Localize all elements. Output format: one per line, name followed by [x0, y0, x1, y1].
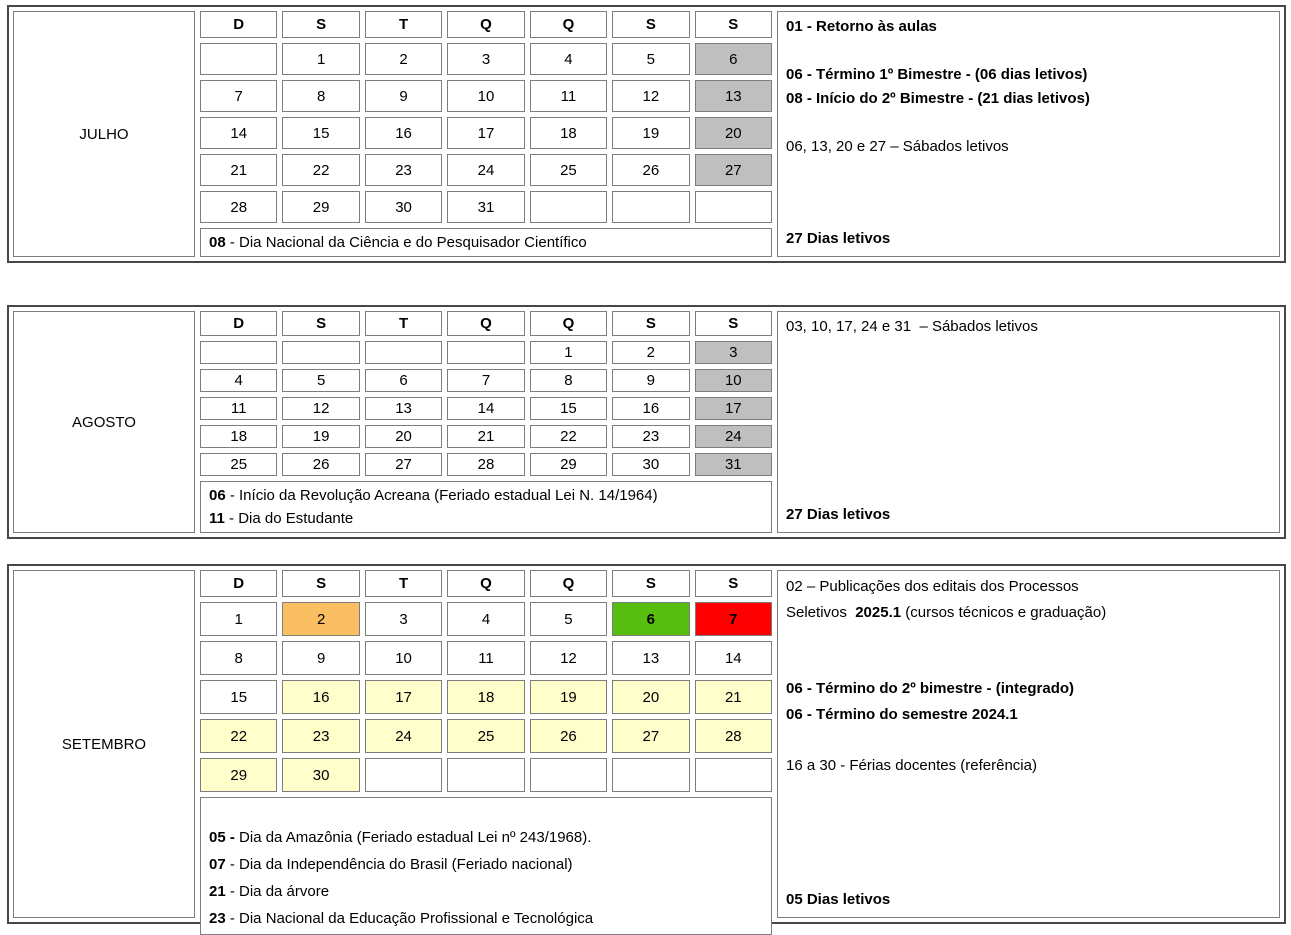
day-cell: 5	[282, 369, 359, 392]
day-cell: 26	[530, 719, 607, 753]
day-cell: 27	[612, 719, 689, 753]
month-name-cell	[13, 11, 195, 257]
day-cell: 6	[365, 369, 442, 392]
day-cell: 27	[695, 154, 772, 186]
day-cell: 20	[612, 680, 689, 714]
weekday-header-cell: D	[200, 11, 277, 38]
day-cell: 19	[530, 680, 607, 714]
day-cell: 28	[200, 191, 277, 223]
day-cell: 3	[695, 341, 772, 364]
note-bold-text: 07	[209, 856, 226, 873]
side-note-line	[786, 676, 1271, 702]
weekday-header-cell: T	[365, 570, 442, 597]
day-cell: 9	[282, 641, 359, 675]
weekday-header-cell: S	[282, 11, 359, 38]
day-cell: 2	[365, 43, 442, 75]
weekday-header-row	[200, 11, 772, 38]
day-cell: 10	[695, 369, 772, 392]
empty-day-cell	[282, 341, 359, 364]
weekday-header-cell: D	[200, 311, 277, 336]
note-bold-text: 23	[209, 910, 226, 927]
side-note-line	[786, 111, 1271, 135]
month-side-notes	[777, 311, 1280, 533]
weekday-header-cell: D	[200, 570, 277, 597]
note-bold-text: 01 - Retorno às aulas	[786, 18, 937, 35]
day-cell: 7	[695, 602, 772, 636]
month-footer-notes	[200, 228, 772, 257]
day-cell: 5	[530, 602, 607, 636]
side-note-line	[786, 574, 1271, 600]
day-cell: 22	[282, 154, 359, 186]
footer-note-line	[209, 484, 763, 507]
weekday-header-cell: T	[365, 311, 442, 336]
day-cell: 23	[365, 154, 442, 186]
day-cell: 8	[530, 369, 607, 392]
day-cell: 25	[447, 719, 524, 753]
month-side-notes	[777, 570, 1280, 918]
day-cell: 19	[282, 425, 359, 448]
day-cell: 12	[530, 641, 607, 675]
day-cell: 10	[365, 641, 442, 675]
day-cell: 18	[447, 680, 524, 714]
day-cell: 21	[447, 425, 524, 448]
day-cell: 1	[200, 602, 277, 636]
day-cell: 10	[447, 80, 524, 112]
side-note-line	[786, 315, 1271, 339]
note-bold-text: 21	[209, 883, 226, 900]
day-cell: 4	[200, 369, 277, 392]
day-cell: 21	[695, 680, 772, 714]
weekday-header-cell: Q	[447, 570, 524, 597]
day-cell: 17	[447, 117, 524, 149]
day-cell: 21	[200, 154, 277, 186]
day-cell: 23	[612, 425, 689, 448]
note-bold-text: 11	[209, 510, 225, 527]
empty-day-cell	[200, 341, 277, 364]
day-cell: 18	[530, 117, 607, 149]
day-cell: 1	[530, 341, 607, 364]
weekday-header-cell: Q	[447, 11, 524, 38]
weekday-header-cell: S	[695, 311, 772, 336]
day-cell: 31	[695, 453, 772, 476]
day-cell: 20	[365, 425, 442, 448]
weekday-header-cell: Q	[530, 11, 607, 38]
day-cell: 16	[612, 397, 689, 420]
day-cell: 30	[365, 191, 442, 223]
day-cell: 7	[447, 369, 524, 392]
month-name-cell	[13, 570, 195, 918]
weekday-header-cell: S	[282, 311, 359, 336]
day-cell: 5	[612, 43, 689, 75]
day-cell: 11	[447, 641, 524, 675]
empty-day-cell	[447, 758, 524, 792]
note-bold-text: 2025.1	[855, 603, 902, 621]
note-bold-text: 05 -	[209, 829, 235, 846]
day-cell: 27	[365, 453, 442, 476]
note-text: - Início da Revolução Acreana (Feriado estadual Lei N. 14/1964)	[225, 487, 658, 504]
day-cell: 23	[282, 719, 359, 753]
day-cell: 18	[200, 425, 277, 448]
side-note-line	[786, 702, 1271, 728]
note-text: - Dia Nacional da Ciência e do Pesquisador Científico	[225, 234, 587, 251]
calendar-grid	[200, 602, 772, 792]
day-cell: 2	[612, 341, 689, 364]
day-cell: 25	[200, 453, 277, 476]
day-cell: 15	[282, 117, 359, 149]
day-cell: 4	[447, 602, 524, 636]
note-text: 03, 10, 17, 24 e 31 – Sábados letivos	[786, 318, 1038, 335]
footer-note-line	[209, 507, 763, 530]
day-cell: 25	[530, 154, 607, 186]
day-cell: 11	[200, 397, 277, 420]
side-note-line	[786, 15, 1271, 39]
calendar-area	[200, 311, 772, 533]
weekday-header-cell: S	[695, 570, 772, 597]
day-cell: 2	[282, 602, 359, 636]
note-text: Dia da Amazônia (Feriado estadual Lei nº 243/1968).	[234, 829, 592, 846]
month-block-setembro	[7, 564, 1286, 927]
day-cell: 29	[282, 191, 359, 223]
day-cell: 15	[530, 397, 607, 420]
day-cell: 14	[447, 397, 524, 420]
weekday-header-cell: Q	[530, 311, 607, 336]
side-note-line	[786, 625, 1271, 651]
side-note-line	[786, 753, 1271, 779]
side-note-line	[786, 39, 1271, 63]
month-name: SETEMBRO	[61, 735, 147, 753]
weekday-header-row	[200, 570, 772, 597]
day-cell: 3	[365, 602, 442, 636]
day-cell: 16	[365, 117, 442, 149]
day-cell: 30	[282, 758, 359, 792]
days-total: 27 Dias letivos	[786, 230, 891, 247]
day-cell: 6	[612, 602, 689, 636]
day-cell: 28	[447, 453, 524, 476]
calendar-grid	[200, 341, 772, 476]
academic-calendar	[7, 5, 1286, 927]
day-cell: 9	[612, 369, 689, 392]
day-cell: 11	[530, 80, 607, 112]
footer-note-line	[209, 905, 763, 932]
day-cell: 14	[200, 117, 277, 149]
side-note-line	[786, 651, 1271, 677]
note-bold-text: 06 - Término do semestre 2024.1	[786, 705, 1018, 723]
footer-note-line	[209, 851, 763, 878]
empty-day-cell	[200, 43, 277, 75]
days-total: 27 Dias letivos	[786, 506, 891, 523]
note-bold-text: 06 - Término do 2º bimestre - (integrado)	[786, 680, 1075, 697]
day-cell: 29	[200, 758, 277, 792]
side-note-line	[786, 600, 1271, 626]
day-cell: 24	[447, 154, 524, 186]
days-total: 05 Dias letivos	[786, 891, 891, 908]
weekday-header-cell: T	[365, 11, 442, 38]
day-cell: 13	[695, 80, 772, 112]
day-cell: 31	[447, 191, 524, 223]
day-cell: 13	[612, 641, 689, 675]
empty-day-cell	[365, 758, 442, 792]
day-cell: 13	[365, 397, 442, 420]
note-bold-text: 08 - Início do 2º Bimestre - (21 dias letivos)	[786, 90, 1090, 107]
note-text: - Dia Nacional da Educação Profissional e Tecnológica	[225, 910, 594, 927]
day-cell: 14	[695, 641, 772, 675]
weekday-header-cell: S	[612, 570, 689, 597]
weekday-header-cell: S	[695, 11, 772, 38]
weekday-header-row	[200, 311, 772, 336]
note-text: - Dia da Independência do Brasil (Feriado nacional)	[225, 856, 573, 873]
day-cell: 16	[282, 680, 359, 714]
footer-note-line	[209, 878, 763, 905]
empty-day-cell	[612, 191, 689, 223]
day-cell: 17	[695, 397, 772, 420]
day-cell: 28	[695, 719, 772, 753]
footer-note-line	[209, 824, 763, 851]
note-text: - Dia da árvore	[225, 883, 330, 900]
empty-day-cell	[447, 341, 524, 364]
day-cell: 12	[282, 397, 359, 420]
note-text: 02 – Publicações dos editais dos Processos	[786, 578, 1079, 595]
empty-day-cell	[530, 191, 607, 223]
day-cell: 7	[200, 80, 277, 112]
day-cell: 30	[612, 453, 689, 476]
side-note-line	[786, 63, 1271, 87]
calendar-area	[200, 570, 772, 927]
day-cell: 15	[200, 680, 277, 714]
side-notes-body	[786, 574, 1271, 778]
month-side-notes	[777, 11, 1280, 257]
day-cell: 8	[200, 641, 277, 675]
empty-day-cell	[612, 758, 689, 792]
note-text: Seletivos	[786, 603, 856, 621]
day-cell: 1	[282, 43, 359, 75]
footer-note-line	[209, 231, 763, 254]
month-block-julho	[7, 5, 1286, 263]
empty-day-cell	[695, 758, 772, 792]
day-cell: 26	[612, 154, 689, 186]
side-notes-body	[786, 15, 1271, 159]
calendar-grid	[200, 43, 772, 223]
day-cell: 8	[282, 80, 359, 112]
day-cell: 19	[612, 117, 689, 149]
weekday-header-cell: Q	[530, 570, 607, 597]
note-text: 06, 13, 20 e 27 – Sábados letivos	[786, 138, 1009, 155]
weekday-header-cell: S	[282, 570, 359, 597]
month-footer-notes	[200, 797, 772, 935]
side-note-line	[786, 727, 1271, 753]
day-cell: 6	[695, 43, 772, 75]
month-footer-notes	[200, 481, 772, 533]
month-block-agosto	[7, 305, 1286, 539]
day-cell: 17	[365, 680, 442, 714]
calendar-area	[200, 11, 772, 257]
day-cell: 9	[365, 80, 442, 112]
day-cell: 22	[530, 425, 607, 448]
side-note-line	[786, 135, 1271, 159]
month-name: AGOSTO	[72, 413, 136, 431]
weekday-header-cell: S	[612, 311, 689, 336]
day-cell: 12	[612, 80, 689, 112]
side-note-line	[786, 87, 1271, 111]
day-cell: 29	[530, 453, 607, 476]
day-cell: 3	[447, 43, 524, 75]
day-cell: 24	[695, 425, 772, 448]
month-name: JULHO	[79, 125, 129, 143]
note-bold-text: 06 - Término 1º Bimestre - (06 dias letivos)	[786, 66, 1088, 83]
empty-day-cell	[530, 758, 607, 792]
weekday-header-cell: Q	[447, 311, 524, 336]
side-notes-body	[786, 315, 1271, 339]
day-cell: 26	[282, 453, 359, 476]
weekday-header-cell: S	[612, 11, 689, 38]
day-cell: 20	[695, 117, 772, 149]
day-cell: 24	[365, 719, 442, 753]
note-bold-text: 06	[209, 487, 226, 504]
note-text: 16 a 30 - Férias docentes (referência)	[786, 756, 1037, 774]
day-cell: 4	[530, 43, 607, 75]
empty-day-cell	[695, 191, 772, 223]
note-text: - Dia do Estudante	[224, 510, 354, 527]
empty-day-cell	[365, 341, 442, 364]
note-bold-text: 08	[209, 234, 226, 251]
day-cell: 22	[200, 719, 277, 753]
note-text: (cursos técnicos e graduação)	[901, 603, 1107, 621]
month-name-cell	[13, 311, 195, 533]
